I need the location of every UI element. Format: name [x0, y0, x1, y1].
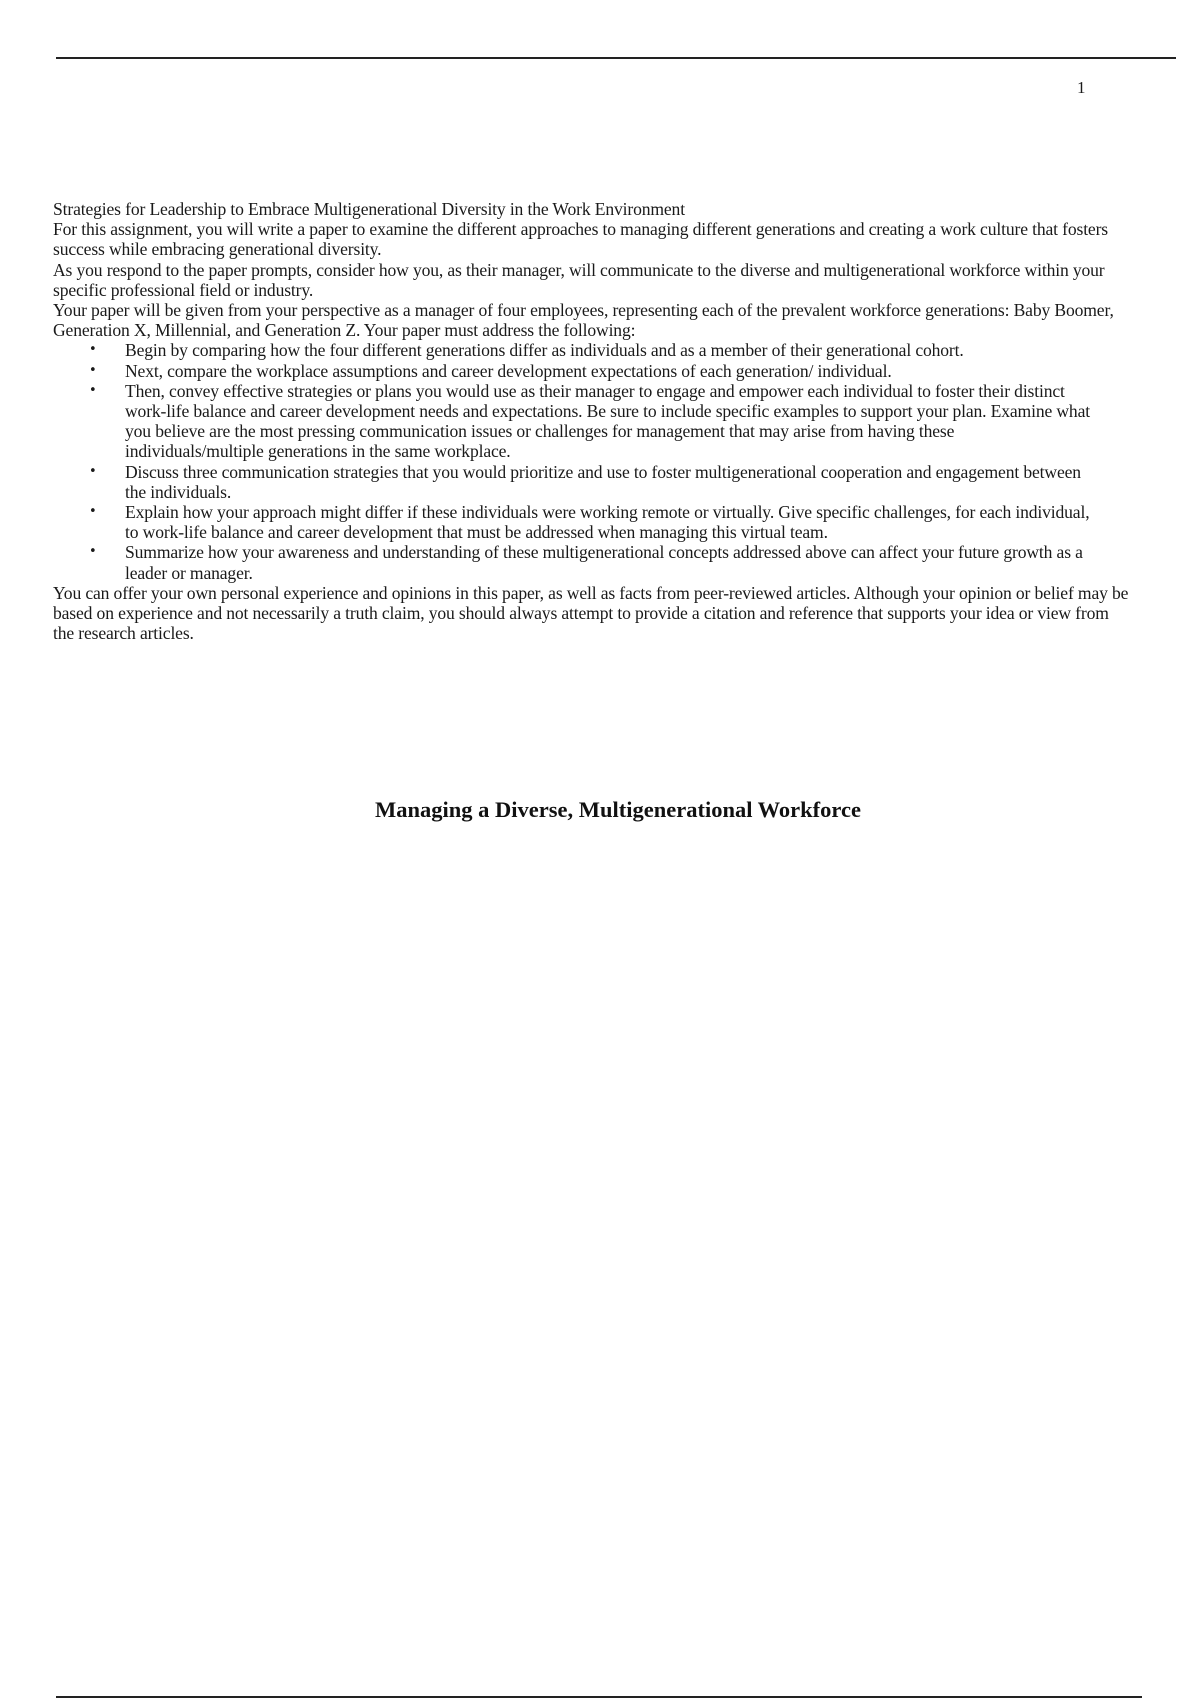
list-item-text: Summarize how your awareness and understanding of these multigenerational concepts addressed above can affect your future growth as a leader or manager.	[125, 542, 1083, 583]
list-item-text: Then, convey effective strategies or plans you would use as their manager to engage and empower each individual to foster their distinct work-life balance and career development needs and expectations. Be sure to include specific examples to support your plan. Examine what you believe are the most pressing communication issues or challenges for management that may arise from having these individuals/multiple generations in the same workplace.	[125, 380, 1090, 462]
page-number: 1	[1077, 78, 1086, 97]
assignment-consider: As you respond to the paper prompts, consider how you, as their manager, will communicate to the diverse and multigenerational workforce within your specific professional field or industry.	[53, 259, 1105, 300]
footer-rule	[56, 1696, 1142, 1698]
list-item	[53, 381, 1133, 462]
header-rule	[56, 57, 1176, 59]
bullet-icon: •	[89, 504, 97, 520]
list-item-text: Explain how your approach might differ if these individuals were working remote or virtually. Give specific challenges, for each individual, to work-life balance and career development that must be addressed when managing this virtual team.	[125, 502, 1090, 543]
bullet-icon: •	[89, 463, 97, 479]
list-item	[53, 340, 1133, 360]
bullet-icon: •	[89, 544, 97, 560]
bullet-icon: •	[89, 342, 97, 358]
requirements-list	[53, 340, 1133, 582]
paper-title: Managing a Diverse, Multigenerational Workforce	[375, 797, 861, 822]
list-item	[53, 361, 1133, 381]
list-item	[53, 462, 1133, 502]
assignment-intro: For this assignment, you will write a paper to examine the different approaches to managing different generations and creating a work culture that fosters success while embracing generational diversity.	[53, 219, 1108, 260]
list-item	[53, 542, 1133, 582]
assignment-perspective: Your paper will be given from your perspective as a manager of four employees, representing each of the prevalent workforce generations: Baby Boomer, Generation X, Millennial, and Generation Z. Your paper must address the following:	[53, 300, 1114, 341]
assignment-heading: Strategies for Leadership to Embrace Multigenerational Diversity in the Work Environment	[53, 199, 685, 219]
assignment-closing: You can offer your own personal experience and opinions in this paper, as well as facts from peer-reviewed articles. Although your opinion or belief may be based on experience and not necessarily a truth claim, you should always attempt to provide a citation and reference that supports your idea or view from the research articles.	[53, 582, 1129, 644]
assignment-body	[53, 199, 1133, 643]
list-item-text: Begin by comparing how the four different generations differ as individuals and as a member of their generational cohort.	[125, 340, 964, 361]
bullet-icon: •	[89, 362, 97, 378]
list-item-text: Next, compare the workplace assumptions and career development expectations of each generation/ individual.	[125, 360, 892, 381]
list-item	[53, 502, 1133, 542]
bullet-icon: •	[89, 382, 97, 398]
list-item-text: Discuss three communication strategies that you would prioritize and use to foster multigenerational cooperation and engagement between the individuals.	[125, 461, 1081, 502]
